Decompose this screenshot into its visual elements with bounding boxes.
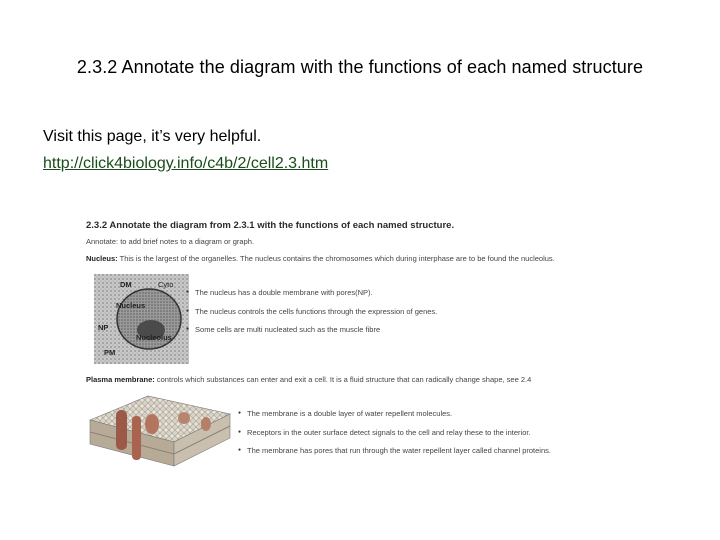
nucleus-description — [86, 254, 555, 263]
dm-label: DM — [120, 280, 132, 289]
membrane-description — [86, 375, 531, 384]
plasma-membrane-diagram — [88, 394, 233, 472]
membrane-bullet: ● The membrane is a double layer of water repellent molecules. — [238, 409, 452, 418]
cyto-label: Cyto — [158, 280, 174, 289]
intro-text: Visit this page, it’s very helpful. — [43, 128, 262, 145]
nucleus-structure-label: Nucleus — [116, 301, 146, 310]
pm-label: PM — [104, 348, 116, 357]
slide-title: 2.3.2 Annotate the diagram with the functions of each named structure — [76, 57, 644, 77]
nucleus-bullet: ● The nucleus has a double membrane with pores(NP). — [186, 288, 373, 297]
membrane-bullet: ● Receptors in the outer surface detect signals to the cell and relay these to the interior. — [238, 428, 531, 437]
np-label: NP — [98, 323, 109, 332]
nucleolus-label: Nucleolus — [136, 333, 172, 342]
membrane-text: controls which substances can enter and exit a cell. It is a fluid structure that can radically change shape, see 2.4 — [156, 375, 532, 384]
annotate-definition: Annotate: to add brief notes to a diagram or graph. — [86, 237, 255, 246]
nucleus-label: Nucleus: — [86, 254, 118, 263]
excerpt-heading: 2.3.2 Annotate the diagram from 2.3.1 with the functions of each named structure. — [86, 220, 455, 231]
nucleus-text: This is the largest of the organelles. The nucleus contains the chromosomes which during interphase are to be found the nucleolus. — [119, 254, 555, 263]
reference-link[interactable]: http://click4biology.info/c4b/2/cell2.3.htm — [43, 155, 329, 172]
nucleus-bullet: ● Some cells are multi nucleated such as the muscle fibre — [186, 325, 380, 334]
membrane-label: Plasma membrane: — [86, 375, 155, 384]
nucleus-bullet: ● The nucleus controls the cells functions through the expression of genes. — [186, 307, 437, 316]
textbook-excerpt-image — [86, 212, 626, 472]
membrane-bullet: ● The membrane has pores that run through the water repellent layer called channel proteins. — [238, 446, 551, 455]
